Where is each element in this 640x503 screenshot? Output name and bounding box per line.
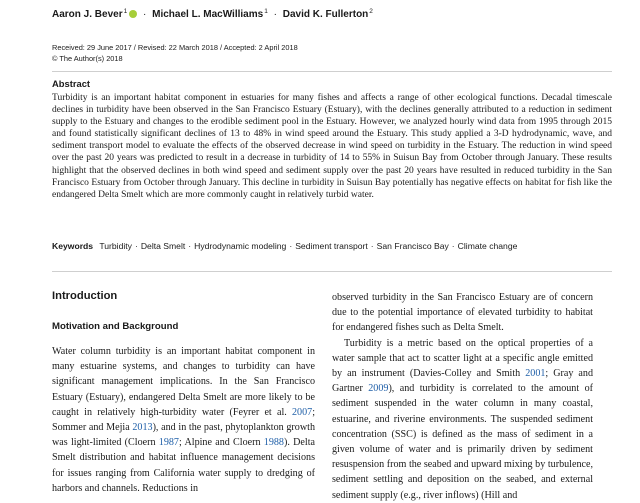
keyword-separator: · [188, 241, 192, 251]
orcid-icon[interactable] [129, 10, 137, 18]
keyword-separator: · [134, 241, 138, 251]
author-separator: · [143, 9, 147, 20]
abstract-panel [52, 71, 612, 272]
author-name[interactable]: Aaron J. Bever [52, 9, 123, 20]
right-column [332, 290, 593, 503]
author-name[interactable]: David K. Fullerton [282, 9, 369, 20]
citation-link[interactable]: 2007 [292, 406, 313, 418]
motivation-heading: Motivation and Background [52, 321, 179, 332]
keyword: San Francisco Bay [376, 241, 449, 251]
author-separator: · [273, 9, 277, 20]
affiliation-marker: 1 [264, 8, 268, 15]
body-paragraph: observed turbidity in the San Francisco Estuary are of concern due to the potential importance of elevated turbidity to habitat for endangered fishes such as Delta Smelt. [332, 292, 593, 334]
left-column [52, 344, 315, 496]
body-paragraph: Turbidity is a metric based on the optical properties of a water sample that act to scatter light at a specific angle emitted by an instrument (Davies-Colley and Smith 2001; Gray and Gartner 2009), and turbidity is correlated to the amount of sediment suspended in the water column in many coastal, estuarine, and riverine environments. The suspended sediment concentration (SSC) is defined as the mass of sediment in a given volume of water and is primarily driven by sediment resuspension from the seabed and upward mixing by turbulence, sediment settling and deposition on the seabed, and external sediment supply (e.g., river inflows) (Hill and [332, 337, 594, 501]
citation-link[interactable]: 2013 [132, 422, 153, 434]
keyword-separator: · [289, 241, 293, 251]
body-paragraph: Water column turbidity is an important habitat component in many estuarine systems, and changes to turbidity can have significant management implications. In the San Francisco Estuary (Estuary), endangered Delta Smelt are more likely to be caught in relatively high-turbidity water (Feyrer et al. 2007; Sommer and Mejia 2013), and in the past, phytoplankton growth was light-limited (Cloern 1987; Alpine and Cloern 1988). Delta Smelt distribution and habitat influence management decisions for issues ranging from California water supply to dredging of harbors and channels. Reductions in [52, 346, 315, 494]
keyword: Hydrodynamic modeling [194, 241, 287, 251]
citation-link[interactable]: 2001 [525, 368, 546, 380]
received-revised-accepted: Received: 29 June 2017 / Revised: 22 March 2018 / Accepted: 2 April 2018 [52, 43, 298, 52]
citation-link[interactable]: 1987 [158, 437, 179, 449]
keywords-line [52, 240, 612, 252]
copyright-notice: © The Author(s) 2018 [52, 54, 123, 63]
citation-link[interactable]: 2009 [368, 383, 389, 395]
article-history [52, 42, 612, 64]
abstract-text: Turbidity is an important habitat component in estuaries for many fishes and affects a range of other ecological functions. Decadal timescale declines in turbidity have been observed in the San Francisco Estuary (Estuary), with the declines generally attributed to a reduction in sediment supply to the Estuary and changes to the erodible sediment pool in the Estuary. However, we analyzed hourly wind data from 1995 through 2015 and found statistically significant declines of 13 to 48% in wind speed around the Estuary. This study applied a 3-D hydrodynamic, wave, and sediment transport model to evaluate the effects of the observed decrease in wind speed on turbidity in the Estuary. The reduction in wind speed over the past 20 years was predicted to result in a decrease in turbidity of 14 to 55% in Suisun Bay from October through January. These results highlight that the observed declines in both wind speed and sediment supply over the past 20 years have resulted in reduced turbidity in the San Francisco Estuary from October through January. This decline in turbidity in Suisun Bay potentially has negative effects on habitat for fish like the endangered Delta Smelt which are more commonly caught in relatively turbid water. [52, 93, 612, 200]
affiliation-marker: 2 [369, 8, 373, 15]
keyword: Sediment transport [295, 241, 368, 251]
citation-link[interactable]: 1988 [263, 437, 284, 449]
author-name[interactable]: Michael L. MacWilliams [152, 9, 264, 20]
keyword: Climate change [457, 241, 518, 251]
keyword-separator: · [451, 241, 455, 251]
keywords-label: Keywords [52, 241, 94, 251]
keyword: Delta Smelt [140, 241, 186, 251]
affiliation-marker: 1 [123, 8, 128, 15]
keyword: Turbidity [99, 241, 132, 251]
author-line [52, 5, 612, 22]
keyword-separator: · [370, 241, 374, 251]
abstract-heading: Abstract [52, 78, 91, 89]
introduction-heading: Introduction [52, 290, 118, 302]
